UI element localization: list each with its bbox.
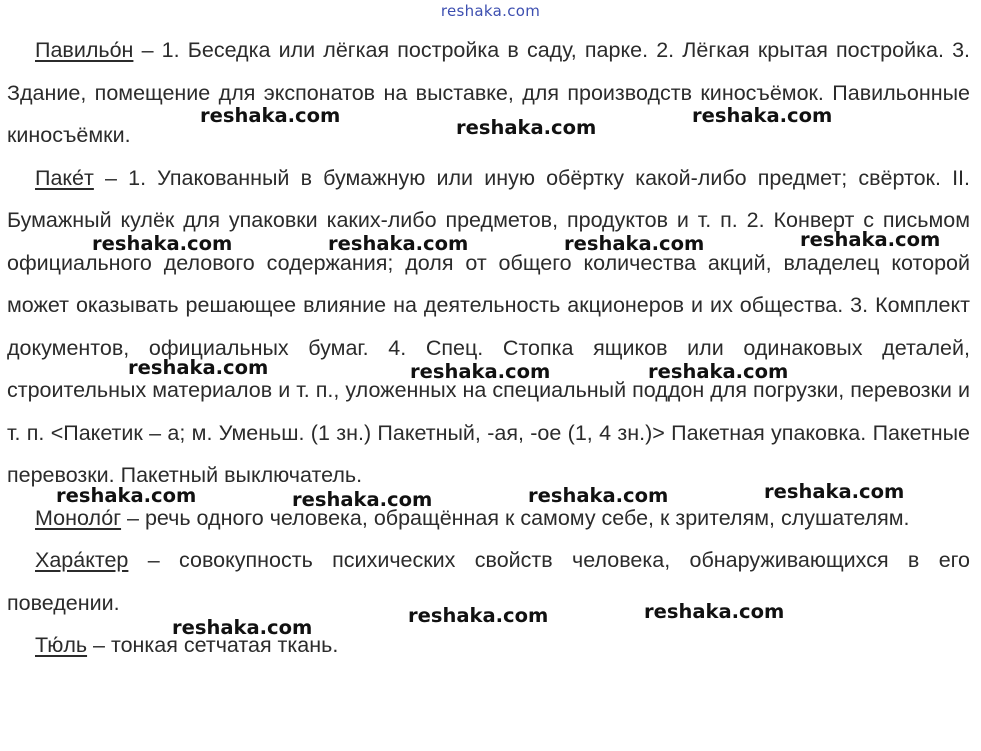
entry-term: Хара́ктер [35,548,129,572]
watermark: reshaka.com [172,616,313,639]
watermark: reshaka.com [56,484,197,507]
entry-definition: – 1. Упакованный в бумажную или иную обёртку какой-либо предмет; свёрток. II. Бумажный кулёк для упаковки каких-либо предметов, продуктов и т. п. 2. Конверт с письмом официального делового содержания; доля от общего количества акций, владелец которой может оказывать решающее влияние на деятельность акционеров и их общества. 3. Комплект документов, официальных бумаг. 4. Спец. Стопка ящиков или одинаковых деталей, строительных материалов и т. п., уложенных на специальный поддон для погрузки, перевозки и т. п. <Пакетик – а; м. Уменьш. (1 зн.) Пакетный, -ая, -ое (1, 4 зн.)> Пакетная упаковка. Пакетные перевозки. Пакетный выключатель. [7,165,970,487]
watermark: reshaka.com [200,104,341,127]
watermark: reshaka.com [128,356,269,379]
watermark: reshaka.com [456,116,597,139]
watermark: reshaka.com [648,360,789,383]
watermark: reshaka.com [800,228,941,251]
entry-tyul [7,624,970,667]
watermark: reshaka.com [328,232,469,255]
watermark: reshaka.com [410,360,551,383]
watermark: reshaka.com [528,484,669,507]
entry-paket [7,157,970,497]
watermark: reshaka.com [564,232,705,255]
watermark: reshaka.com [692,104,833,127]
entry-definition: – 1. Беседка или лёгкая постройка в саду, парке. 2. Лёгкая крытая постройка. 3. Здание, помещение для экспонатов на выставке, для производств киносъёмок. Павильонные киносъёмки. [7,38,970,147]
watermark: reshaka.com [92,232,233,255]
entry-term: Тю́ль [35,633,88,657]
entry-term: Павильо́н [35,38,134,62]
watermark: reshaka.com [644,600,785,623]
entry-term: Моноло́г [35,505,122,530]
watermark: reshaka.com [408,604,549,627]
entry-definition: – тонкая сетчатая ткань. [87,633,339,657]
entry-definition: – речь одного человека, обращённая к самому себе, к зрителям, слушателям. [121,505,910,530]
watermark: reshaka.com [292,488,433,511]
entry-definition: – совокупность психических свойств человека, обнаруживающихся в его поведении. [7,548,970,615]
entry-term: Паке́т [35,165,94,190]
watermark: reshaka.com [764,480,905,503]
site-header-mark: reshaka.com [440,2,541,20]
